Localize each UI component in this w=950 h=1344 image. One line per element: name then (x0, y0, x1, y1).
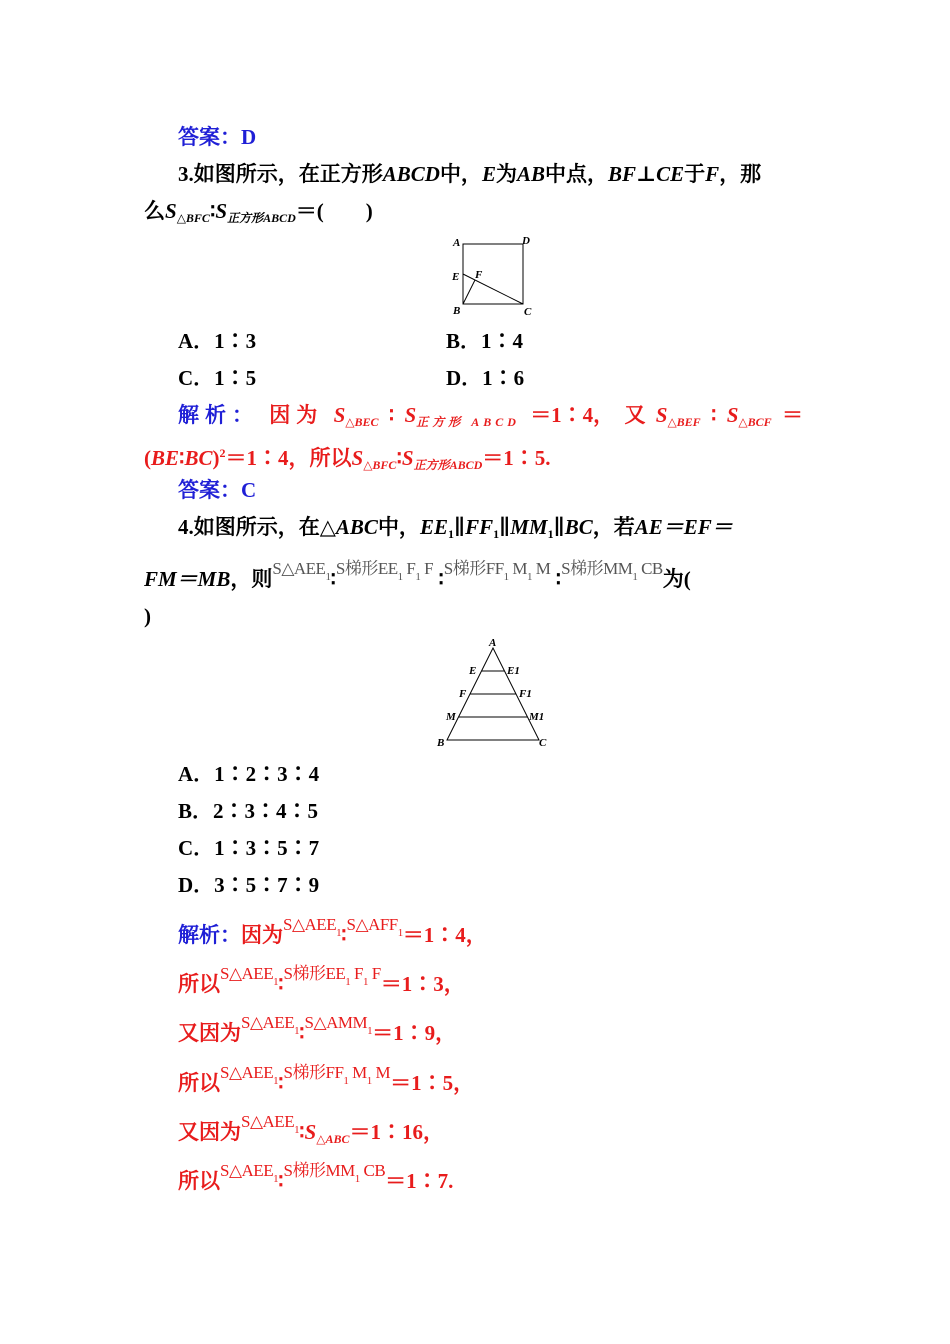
q3-stem-line1 (178, 161, 761, 187)
label-a: A (453, 237, 461, 249)
q3-sub: △BFC (176, 211, 210, 225)
q3-analysis-line2: (BE∶BC)$^2$＝1∶4，所以$S_{\triangle BFC}∶S_{正方形ABCD}=1∶5$. (144, 446, 551, 472)
label-m1: M1 (529, 711, 545, 723)
option-letter: A． (178, 329, 215, 353)
option-letter: C． (178, 366, 215, 390)
q4-stem-line2: FM＝MB，则$^{S\triangle AEE_1}$∶$^{S梯形EE_1 F_1 F}$ ∶$^{S梯形FF_1 M_1 M}$ ∶$^{S梯形MM_1 CB}$为( (144, 559, 691, 591)
q4-triangle-figure (434, 636, 552, 752)
analysis-term: $S_{\triangle BEF}$ (655, 403, 701, 429)
q3-text: 3.如图所示，在正方形 (178, 162, 383, 186)
q3-answer: 答案：C (178, 478, 257, 502)
q3-var: CE (656, 162, 685, 186)
q3-option-a (178, 328, 256, 354)
q3-option-c (178, 365, 256, 391)
term-s-trap-ee1f1f: S梯形EE1 F1 F (335, 559, 434, 583)
q3-var: F (705, 162, 720, 186)
q3-var: AB (516, 162, 545, 186)
q4-stem-line1: 4.如图所示，在△ABC中，$EE_1\parallel FF_1\parallel MM_1\parallel BC$，若AE＝EF＝ (178, 515, 733, 541)
label-e: E (469, 665, 477, 677)
label-d: D (522, 235, 530, 247)
q4-option-b: B．2∶3∶4∶5 (178, 799, 319, 823)
q3-text: ，那 (719, 162, 762, 186)
q4-analysis-line3: 又因为$^{S\triangle AEE_1}$∶$^{S\triangle AMM_1}$＝1∶9， (178, 1013, 457, 1045)
q2-answer: 答案：D (178, 125, 257, 149)
analysis-text: 又 (624, 403, 646, 427)
q3-text: ⊥ (635, 162, 657, 186)
q3-text: ∶ (209, 199, 216, 223)
q4-option-a: A．1∶2∶3∶4 (178, 762, 320, 786)
analysis-term: $S_{\triangle BCF}$ (726, 403, 772, 429)
q3-stem-line2 (144, 198, 373, 231)
label-c: C (524, 306, 532, 318)
q4-option-d: D．3∶5∶7∶9 (178, 873, 320, 897)
q3-var: S (165, 199, 177, 223)
option-letter: B． (446, 329, 482, 353)
segment-ce (463, 274, 523, 304)
option-value: 1∶4 (481, 329, 524, 353)
label-m: M (446, 711, 456, 723)
analysis-text: 因为 (269, 403, 324, 427)
q3-text: ＝( ) (295, 199, 373, 223)
q3-var: S (215, 199, 228, 223)
q4-analysis-line2: 所以$^{S\triangle AEE_1}$∶$^{S梯形EE_1 F_1 F}$＝1∶3， (178, 964, 465, 996)
q3-analysis-line1 (178, 402, 803, 435)
label-e1: E1 (507, 665, 520, 677)
q3-text: 于 (684, 162, 706, 186)
q4-analysis-line6: 所以$^{S\triangle AEE_1}$∶$^{S梯形MM_1 CB}$＝1∶7. (178, 1161, 454, 1193)
q3-option-d (446, 365, 524, 391)
term-s-trap-mm1cb: S梯形MM1 CB (561, 559, 663, 583)
q4-option-c: C．1∶3∶5∶7 (178, 836, 320, 860)
label-f1: F1 (519, 688, 532, 700)
label-e: E (452, 271, 460, 283)
q3-square-figure (448, 234, 538, 320)
q3-var: ABCD (382, 162, 440, 186)
q3-option-b (446, 328, 523, 354)
analysis-colon: ∶ (388, 403, 395, 427)
label-b: B (437, 737, 445, 749)
q3-var: BF (607, 162, 636, 186)
q3-text: 中点， (544, 162, 608, 186)
analysis-eq: ＝1∶4， (530, 403, 615, 427)
q4-stem-line3: ) (144, 604, 151, 628)
label-a: A (489, 637, 497, 649)
analysis-colon: ∶ (710, 403, 717, 427)
option-value: 1∶6 (482, 366, 525, 390)
label-f: F (475, 269, 483, 281)
option-letter: D． (446, 366, 483, 390)
term-s-aee1: S△AEE1 (272, 559, 331, 583)
label-f: F (459, 688, 467, 700)
label-b: B (453, 305, 461, 317)
segment-bf (463, 280, 475, 304)
analysis-term: $S_{正方形 ABCD}$ (404, 403, 520, 429)
q4-analysis-line4: 所以$^{S\triangle AEE_1}$∶$^{S梯形FF_1 M_1 M}$＝1∶5， (178, 1063, 475, 1095)
square-abcd (463, 244, 523, 304)
q4-analysis-line5: 又因为$^{S\triangle AEE_1}∶S_{\triangle ABC}=1∶16$， (178, 1112, 444, 1146)
label-c: C (539, 737, 547, 749)
option-value: 1∶5 (214, 366, 257, 390)
q3-sub: 正方形ABCD (227, 211, 296, 225)
term-s-trap-ff1m1m: S梯形FF1 M1 M (443, 559, 551, 583)
analysis-eq: ＝ (781, 403, 803, 427)
option-value: 1∶3 (214, 329, 257, 353)
analysis-term: $S_{\triangle BEC}$ (333, 403, 379, 429)
q3-var: E (481, 162, 496, 186)
analysis-label: 解析： (178, 403, 259, 427)
q3-text: 么 (144, 199, 165, 223)
q4-analysis-line1: 解析：因为$^{S\triangle AEE_1}$∶$^{S\triangle AFF_1}$＝1∶4， (178, 915, 487, 947)
q3-text: 中， (439, 162, 482, 186)
q3-text: 为 (495, 162, 517, 186)
